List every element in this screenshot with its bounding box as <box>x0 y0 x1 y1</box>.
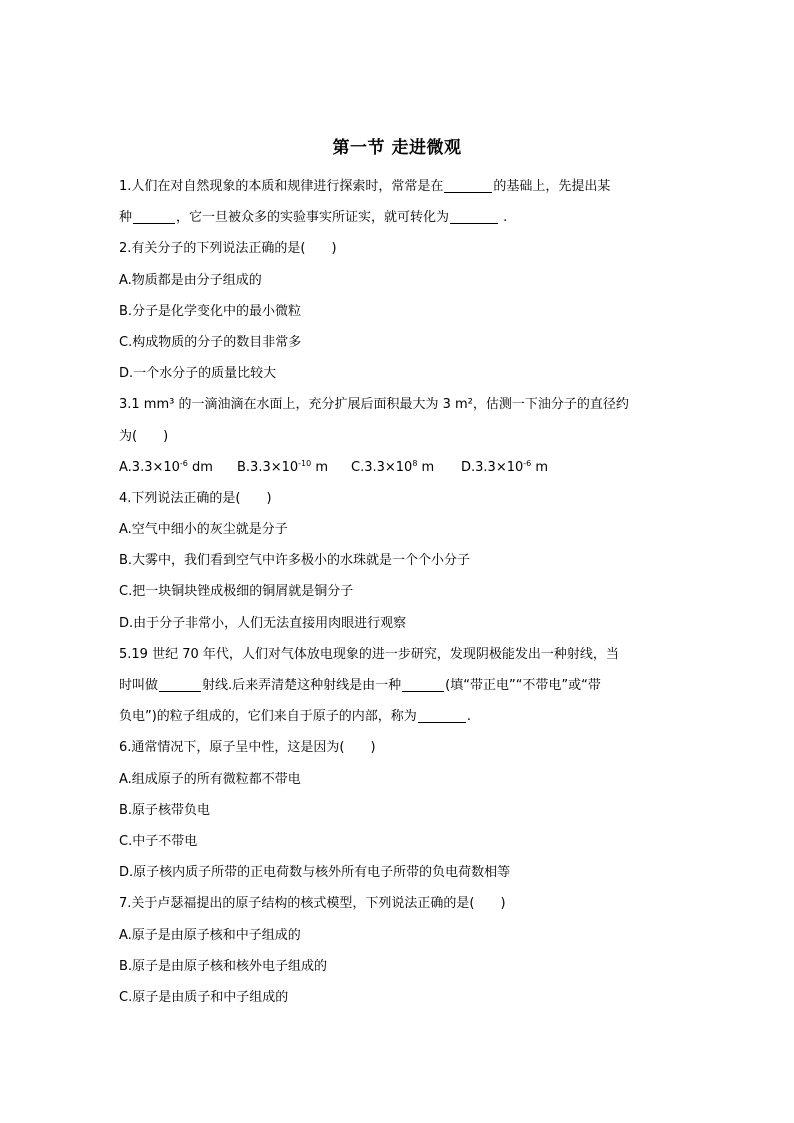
option-unit: dm <box>187 459 213 475</box>
question-4-option-a[interactable]: A.空气中细小的灰尘就是分子 <box>119 522 288 538</box>
answer-blank[interactable] <box>450 209 498 224</box>
question-6-stem: 6.通常情况下，原子呈中性，这是因为( ) <box>119 740 376 756</box>
question-4-option-c[interactable]: C.把一块铜块锉成极细的铜屑就是铜分子 <box>119 584 354 600</box>
option-exponent: -6 <box>523 458 532 468</box>
answer-blank[interactable] <box>133 209 175 224</box>
question-2-stem: 2.有关分子的下列说法正确的是( ) <box>119 241 337 257</box>
option-unit: m <box>417 459 435 475</box>
question-3-stem-line-2: 为( ) <box>119 428 169 444</box>
question-5-text: (填“带正电”“不带电”或“带 <box>445 678 601 693</box>
question-4-option-b[interactable]: B.大雾中，我们看到空气中许多极小的水珠就是一个个小分子 <box>119 553 471 569</box>
option-text: D.3.3×10 <box>461 459 524 475</box>
question-6-option-d[interactable]: D.原子核内质子所带的正电荷数与核外所有电子所带的负电荷数相等 <box>119 865 511 881</box>
answer-blank[interactable] <box>159 677 201 692</box>
answer-blank[interactable] <box>418 708 466 723</box>
question-4-option-d[interactable]: D.由于分子非常小，人们无法直接用肉眼进行观察 <box>119 615 407 631</box>
question-7-option-a[interactable]: A.原子是由原子核和中子组成的 <box>119 927 301 943</box>
question-1-text: . <box>499 210 508 226</box>
option-unit: m <box>531 459 549 475</box>
option-text: A.3.3×10 <box>119 459 180 475</box>
option-exponent: 8 <box>412 458 418 468</box>
question-6-option-a[interactable]: A.组成原子的所有微粒都不带电 <box>119 771 301 787</box>
answer-blank[interactable] <box>402 677 444 692</box>
question-2-option-c[interactable]: C.构成物质的分子的数目非常多 <box>119 334 302 350</box>
question-3-option-a[interactable] <box>119 452 237 483</box>
question-5-line-1: 5.19 世纪 70 年代，人们对气体放电现象的进一步研究，发现阴极能发出一种射线，当 <box>119 646 619 662</box>
question-list <box>119 171 681 1013</box>
question-1-text: 1.人们在对自然现象的本质和规律进行探索时，常常是在 <box>119 179 444 194</box>
question-6-option-b[interactable]: B.原子核带负电 <box>119 802 211 818</box>
answer-blank[interactable] <box>444 178 492 193</box>
question-5-text: . <box>466 709 471 725</box>
question-3-stem-line-1: 3.1 mm³ 的一滴油滴在水面上，充分扩展后面积最大为 3 m²，估测一下油分子的直径约 <box>119 397 629 413</box>
question-1-text: 的基础上，先提出某 <box>493 179 611 194</box>
question-1-text: ，它一旦被众多的实验事实所证实，就可转化为 <box>176 210 450 226</box>
question-3-option-d[interactable] <box>461 452 548 483</box>
question-2-option-d[interactable]: D.一个水分子的质量比较大 <box>119 366 277 382</box>
question-5-text: 时叫做 <box>119 678 159 693</box>
question-2-option-b[interactable]: B.分子是化学变化中的最小微粒 <box>119 303 302 319</box>
question-1-text: 种 <box>119 210 133 226</box>
option-exponent: -10 <box>298 458 312 468</box>
question-6-option-c[interactable]: C.中子不带电 <box>119 833 198 849</box>
question-1-line-1 <box>119 171 681 202</box>
option-text: B.3.3×10 <box>237 459 299 475</box>
page-title: 第一节 走进微观 <box>332 138 462 158</box>
question-7-option-c[interactable]: C.原子是由质子和中子组成的 <box>119 989 289 1005</box>
option-text: C.3.3×10 <box>351 459 413 475</box>
question-7-stem: 7.关于卢瑟福提出的原子结构的核式模型，下列说法正确的是( ) <box>119 896 506 912</box>
question-5-text: 负电”)的粒子组成的，它们来自于原子的内部，称为 <box>119 709 417 725</box>
question-4-stem: 4.下列说法正确的是( ) <box>119 490 272 506</box>
option-exponent: -6 <box>179 458 188 468</box>
question-3-option-c[interactable] <box>351 452 461 483</box>
question-5-text: 射线.后来弄清楚这种射线是由一种 <box>202 678 402 693</box>
question-5-line-3 <box>119 701 681 732</box>
question-1-line-2 <box>119 202 681 233</box>
question-3-option-b[interactable] <box>237 452 351 483</box>
question-5-line-2 <box>119 670 681 701</box>
question-7-option-b[interactable]: B.原子是由原子核和核外电子组成的 <box>119 958 328 974</box>
option-unit: m <box>311 459 329 475</box>
question-2-option-a[interactable]: A.物质都是由分子组成的 <box>119 272 262 288</box>
question-3-options <box>119 452 681 483</box>
